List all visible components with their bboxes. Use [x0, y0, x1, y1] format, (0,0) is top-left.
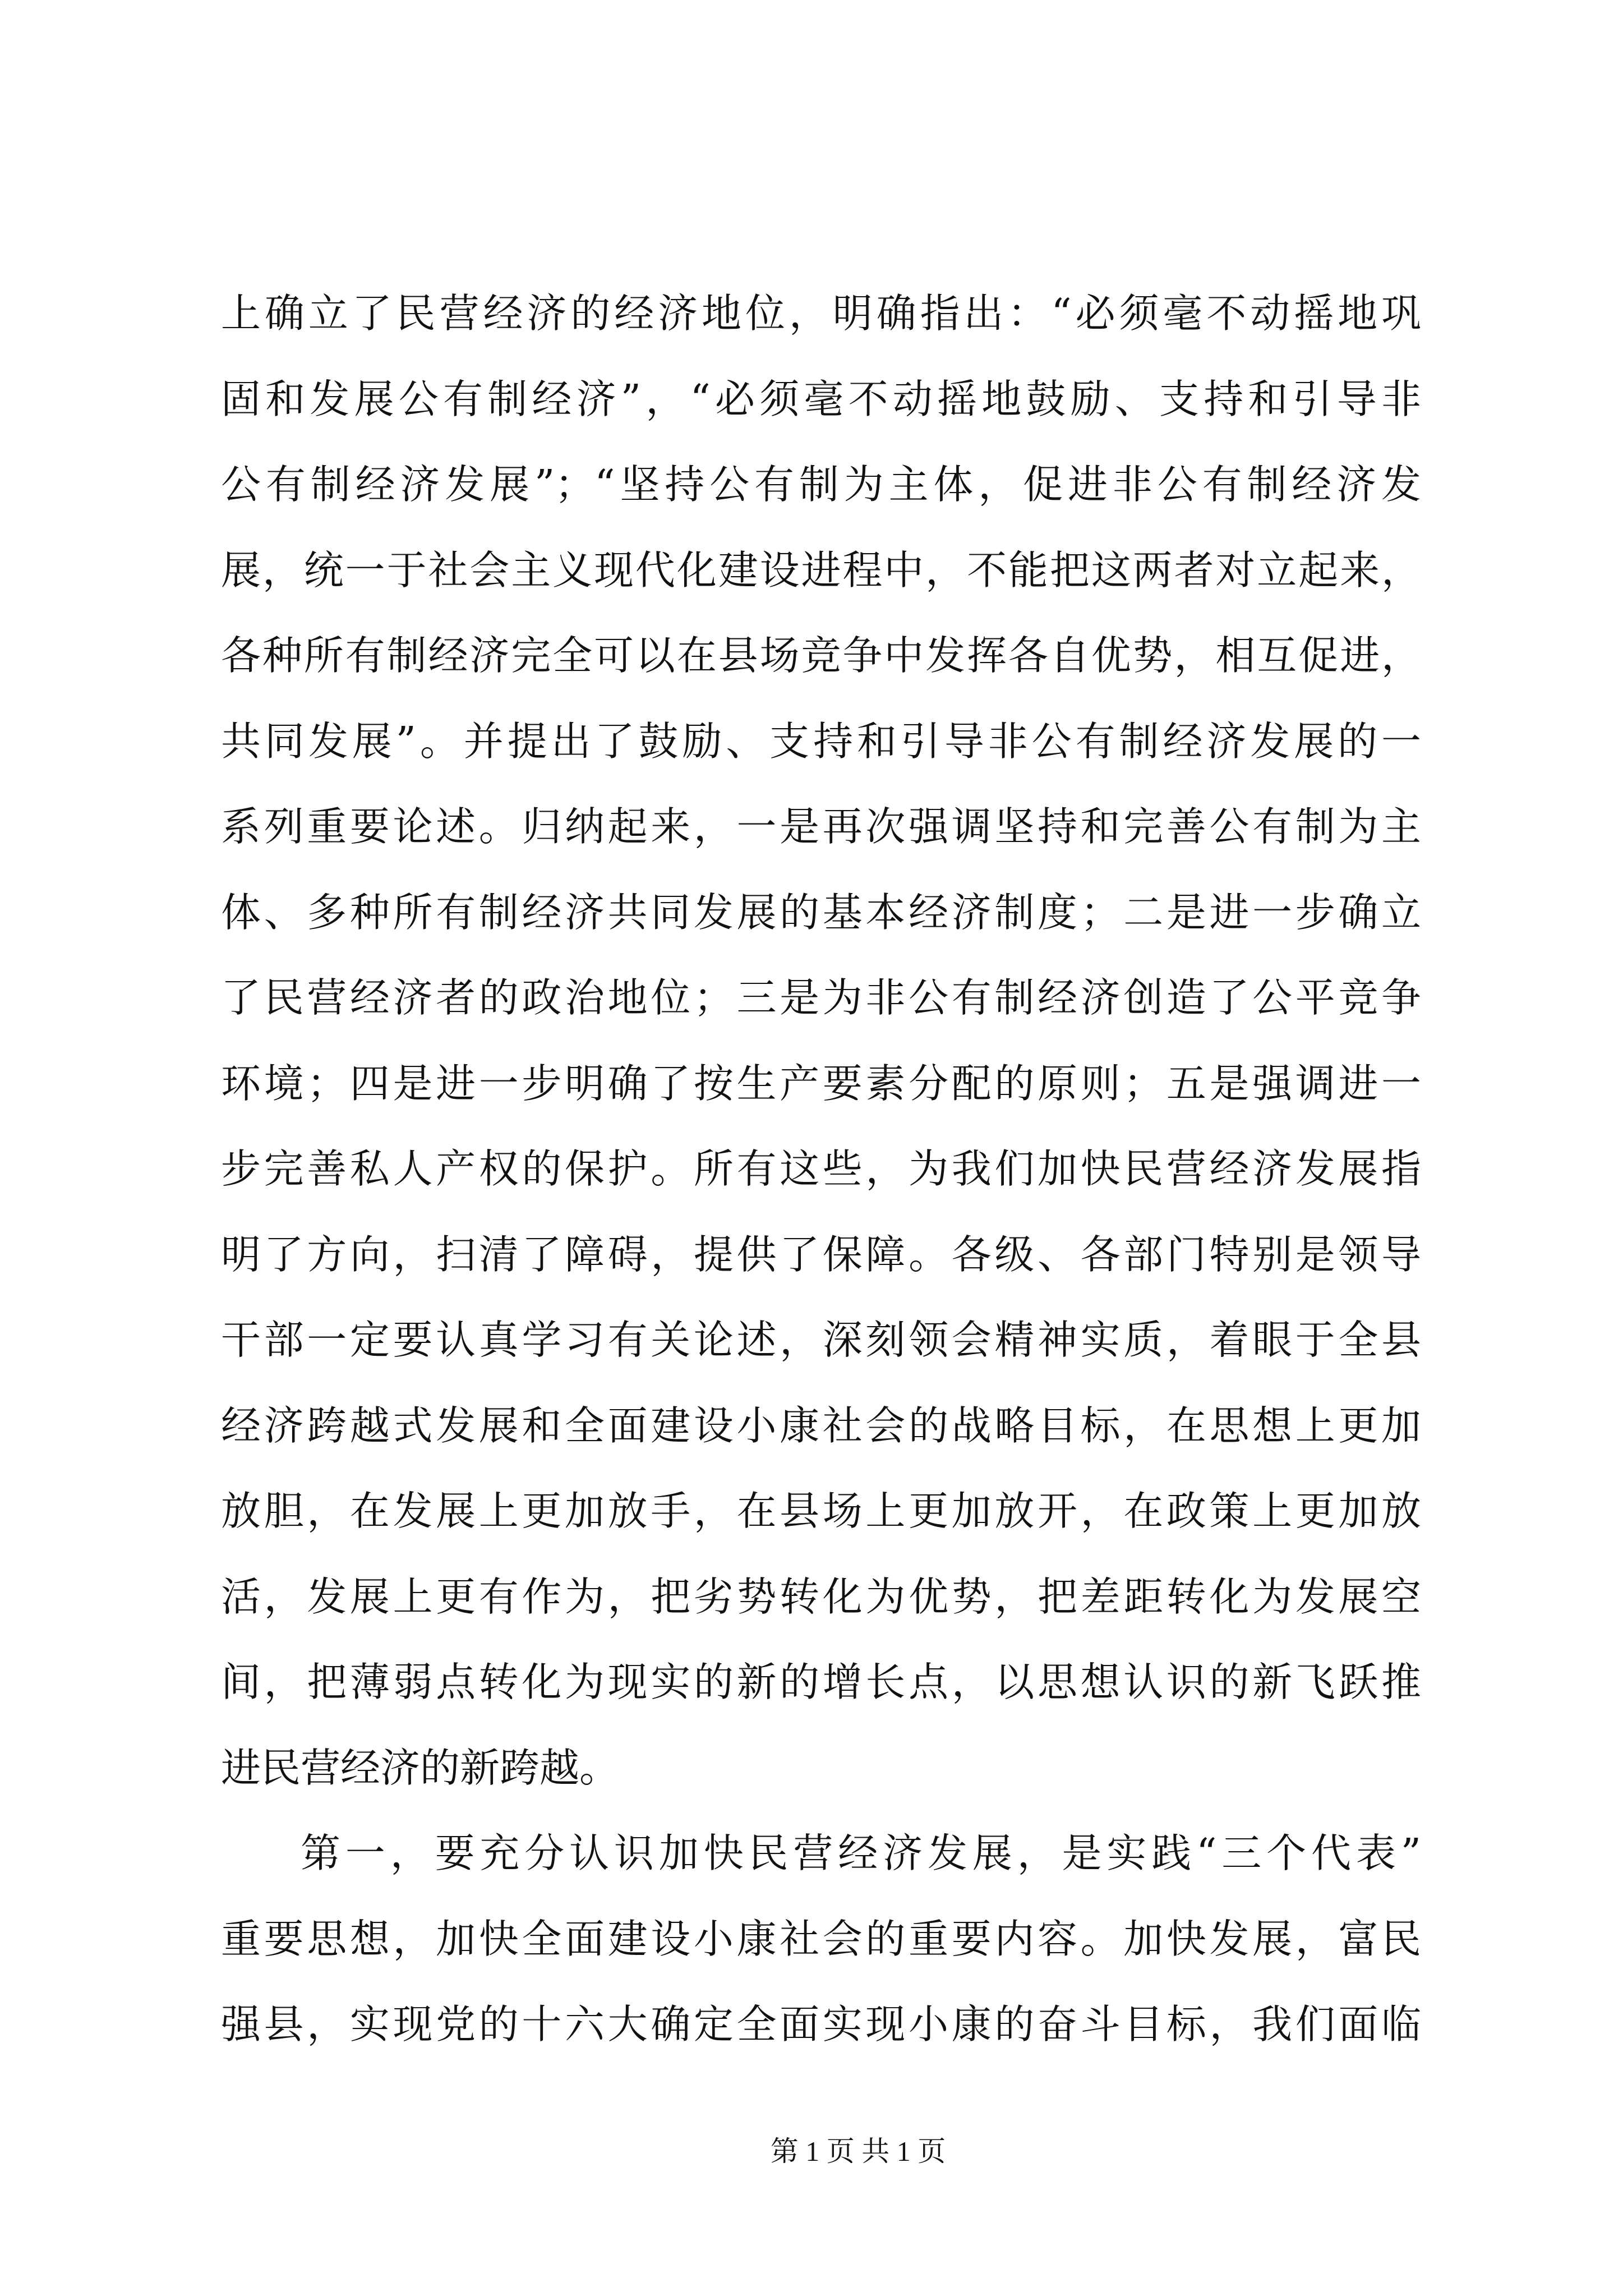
body-text-line: 共同发展”。并提出了鼓励、支持和引导非公有制经济发展的一: [221, 717, 1421, 765]
page-number-footer: 第 1 页 共 1 页: [770, 2136, 946, 2167]
body-text-line: 固和发展公有制经济”，“必须毫不动摇地鼓励、支持和引导非: [221, 375, 1421, 422]
body-text-line: 活，发展上更有作为，把劣势转化为优势，把差距转化为发展空: [221, 1573, 1421, 1620]
body-text-line: 进民营经济的新跨越。: [221, 1744, 620, 1791]
body-text-line: 各种所有制经济完全可以在县场竞争中发挥各自优势，相互促进，: [221, 632, 1421, 679]
body-text-line: 强县，实现党的十六大确定全面实现小康的奋斗目标，我们面临: [221, 2001, 1421, 2047]
body-text-line: 放胆，在发展上更加放手，在县场上更加放开，在政策上更加放: [221, 1488, 1421, 1534]
body-text-line: 公有制经济发展”；“坚持公有制为主体，促进非公有制经济发: [221, 461, 1421, 508]
paragraph-2: [221, 1811, 1421, 2068]
body-text-line: 上确立了民营经济的经济地位，明确指出：“必须毫不动摇地巩: [221, 290, 1421, 337]
body-text-line: 间，把薄弱点转化为现实的新的增长点，以思想认识的新飞跃推: [221, 1659, 1421, 1705]
body-text-line: 干部一定要认真学习有关论述，深刻领会精神实质，着眼于全县: [221, 1317, 1421, 1363]
body-text-line: 明了方向，扫清了障碍，提供了保障。各级、各部门特别是领导: [221, 1231, 1421, 1278]
body-text-line: 体、多种所有制经济共同发展的基本经济制度；二是进一步确立: [221, 889, 1421, 936]
body-text-line: 展，统一于社会主义现代化建设进程中，不能把这两者对立起来，: [221, 546, 1421, 593]
paragraph-1: [221, 271, 1421, 1811]
body-text-line: 重要思想，加快全面建设小康社会的重要内容。加快发展，富民: [221, 1915, 1421, 1962]
body-text-line: 经济跨越式发展和全面建设小康社会的战略目标，在思想上更加: [221, 1402, 1421, 1449]
body-text-line: 环境；四是进一步明确了按生产要素分配的原则；五是强调进一: [221, 1060, 1421, 1107]
body-text-line: 步完善私人产权的保护。所有这些，为我们加快民营经济发展指: [221, 1145, 1421, 1192]
body-text-line: 了民营经济者的政治地位；三是为非公有制经济创造了公平竞争: [221, 974, 1421, 1021]
body-text-line: 系列重要论述。归纳起来，一是再次强调坚持和完善公有制为主: [221, 803, 1421, 850]
body-text-line: 第一，要充分认识加快民营经济发展，是实践“三个代表”: [301, 1830, 1421, 1876]
document-body: [221, 271, 1421, 2068]
